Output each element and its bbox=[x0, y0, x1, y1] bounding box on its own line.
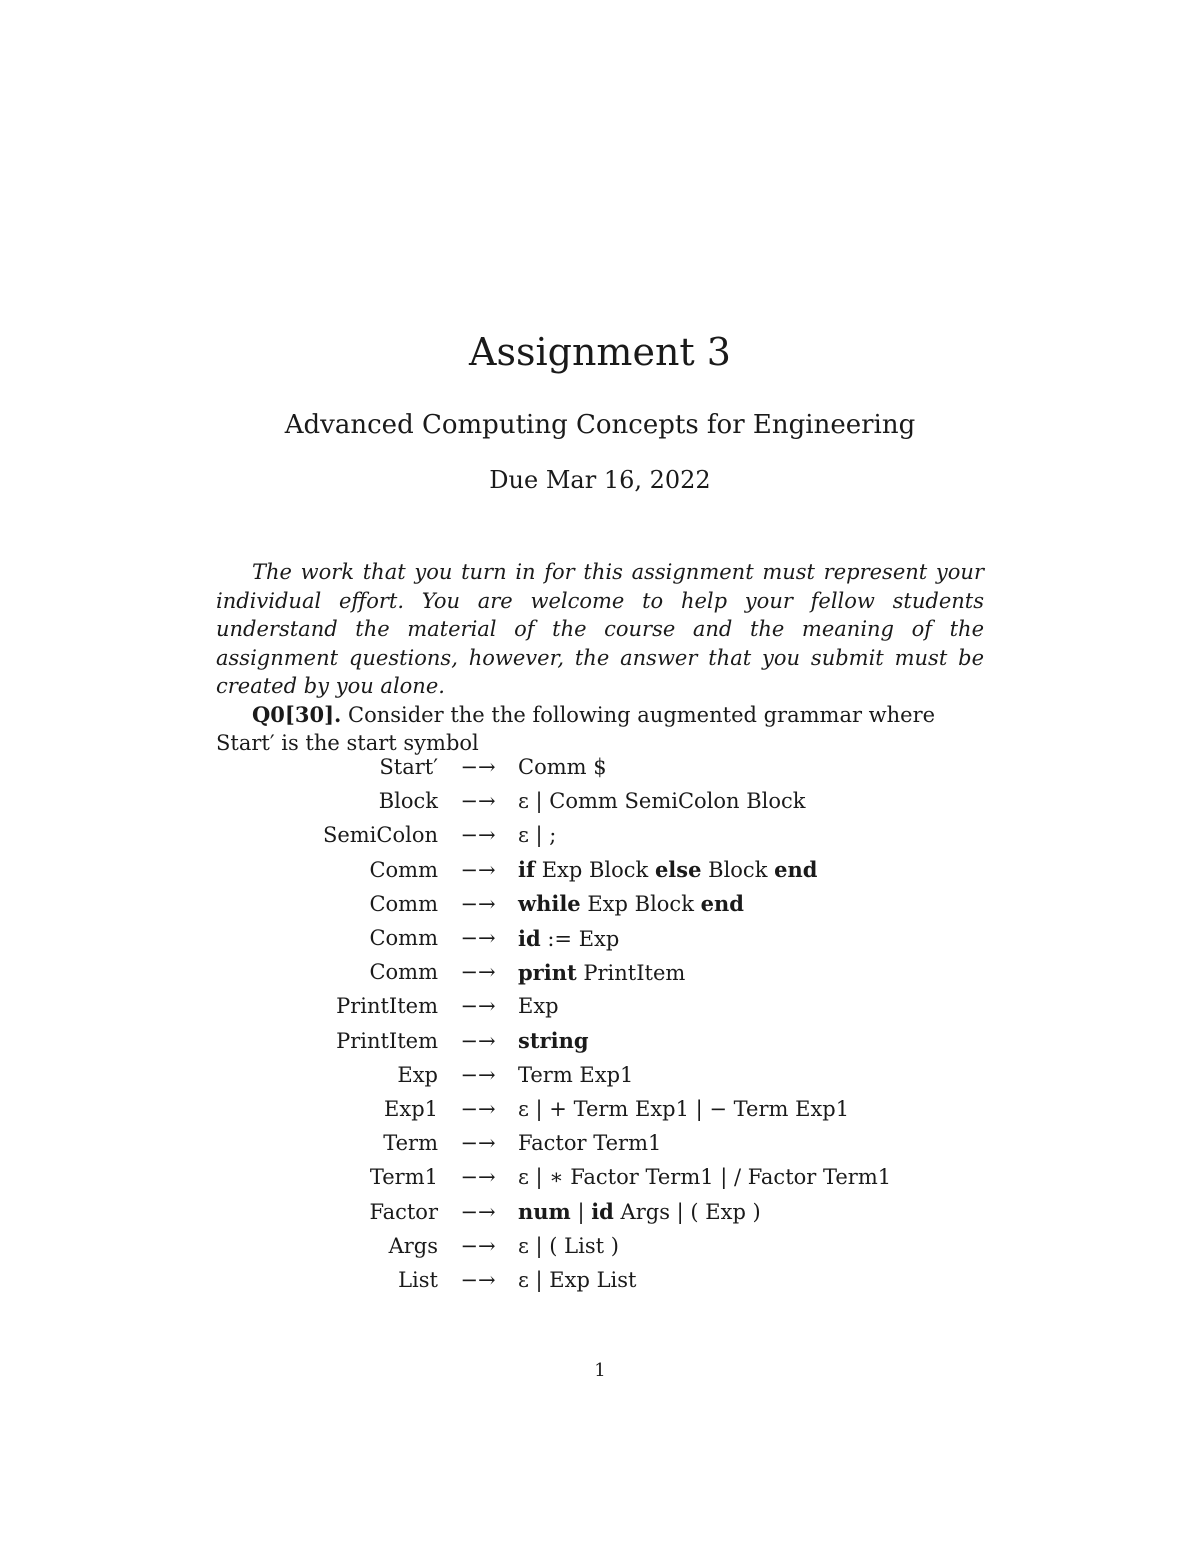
rhs-text: Comm $ bbox=[518, 755, 607, 780]
rhs-keyword: string bbox=[518, 1028, 589, 1054]
grammar-rule bbox=[300, 887, 891, 921]
rule-rhs bbox=[518, 1263, 891, 1297]
rule-arrow: −→ bbox=[460, 960, 496, 985]
rule-rhs bbox=[518, 1024, 891, 1058]
rule-rhs bbox=[518, 1058, 891, 1092]
grammar-rule bbox=[300, 1024, 891, 1058]
rule-rhs bbox=[518, 955, 891, 989]
rule-lhs: SemiColon bbox=[322, 823, 438, 848]
rule-arrow: −→ bbox=[460, 857, 496, 882]
rhs-text: Block bbox=[701, 858, 775, 883]
grammar-rule bbox=[300, 989, 891, 1023]
rhs-text: Exp bbox=[518, 994, 559, 1019]
rule-lhs: Start′ bbox=[379, 755, 438, 780]
rhs-text: Exp Block bbox=[535, 858, 655, 883]
rhs-text: ε | ( List ) bbox=[518, 1233, 619, 1258]
question-label: Q0[30]. bbox=[252, 701, 342, 727]
rhs-keyword: end bbox=[700, 891, 744, 917]
rhs-text: ε | Exp List bbox=[518, 1267, 637, 1292]
rule-rhs bbox=[518, 853, 891, 887]
question-text: Consider the the following augmented grammar where Start′ is the start symbol bbox=[216, 702, 936, 755]
rhs-keyword: id bbox=[518, 925, 541, 951]
grammar-rule bbox=[300, 1263, 891, 1297]
rhs-text: Args | ( Exp ) bbox=[613, 1200, 761, 1225]
grammar-rule bbox=[300, 784, 891, 818]
grammar-rule bbox=[300, 921, 891, 955]
rule-lhs: Term bbox=[383, 1131, 438, 1156]
grammar-rule bbox=[300, 955, 891, 989]
rhs-keyword: num bbox=[518, 1199, 571, 1225]
grammar-rule bbox=[300, 1160, 891, 1194]
rhs-keyword: id bbox=[591, 1199, 614, 1225]
rule-arrow: −→ bbox=[460, 1131, 496, 1156]
rule-lhs: Comm bbox=[369, 891, 438, 916]
rule-arrow: −→ bbox=[460, 926, 496, 951]
grammar-rule bbox=[300, 1126, 891, 1160]
rule-arrow: −→ bbox=[460, 755, 496, 780]
rule-arrow: −→ bbox=[460, 789, 496, 814]
grammar-rule bbox=[300, 750, 891, 784]
rhs-text: Exp Block bbox=[580, 892, 701, 917]
rule-arrow: −→ bbox=[460, 1267, 496, 1292]
rule-lhs: Factor bbox=[369, 1199, 438, 1224]
rule-arrow: −→ bbox=[460, 891, 496, 916]
rhs-text: Term Exp1 bbox=[518, 1062, 634, 1087]
rule-rhs bbox=[518, 1229, 891, 1263]
rule-lhs: Term1 bbox=[369, 1165, 438, 1190]
due-date: Due Mar 16, 2022 bbox=[489, 466, 711, 494]
rule-arrow: −→ bbox=[460, 1096, 496, 1121]
rhs-keyword: end bbox=[774, 857, 818, 883]
grammar-rule bbox=[300, 1092, 891, 1126]
rule-rhs bbox=[518, 750, 891, 784]
rhs-text: ε | Comm SemiColon Block bbox=[518, 789, 806, 814]
rule-lhs: Args bbox=[388, 1233, 438, 1258]
grammar-rule bbox=[300, 1229, 891, 1263]
rule-arrow: −→ bbox=[460, 1062, 496, 1087]
rule-arrow: −→ bbox=[460, 1028, 496, 1053]
rule-lhs: Exp1 bbox=[384, 1096, 438, 1121]
rule-lhs: Comm bbox=[369, 857, 438, 882]
grammar-rule bbox=[300, 1058, 891, 1092]
rhs-text: ε | ; bbox=[518, 823, 557, 848]
rhs-text: ε | ∗ Factor Term1 | / Factor Term1 bbox=[518, 1165, 892, 1190]
rule-lhs: PrintItem bbox=[336, 1028, 438, 1053]
rule-rhs bbox=[518, 921, 891, 955]
grammar-rules bbox=[300, 750, 891, 1297]
rule-rhs bbox=[518, 887, 891, 921]
rule-lhs: Comm bbox=[369, 926, 438, 951]
rule-lhs: PrintItem bbox=[336, 994, 438, 1019]
rhs-text: | bbox=[570, 1200, 592, 1225]
body-text bbox=[216, 558, 984, 758]
rule-arrow: −→ bbox=[460, 1199, 496, 1224]
rule-arrow: −→ bbox=[460, 994, 496, 1019]
rhs-text: := Exp bbox=[540, 926, 620, 951]
grammar-rule bbox=[300, 1194, 891, 1228]
page-number: 1 bbox=[594, 1360, 606, 1381]
rule-rhs bbox=[518, 818, 891, 852]
grammar-rule bbox=[300, 818, 891, 852]
rule-lhs: List bbox=[398, 1267, 438, 1292]
rule-arrow: −→ bbox=[460, 1165, 496, 1190]
rhs-text: ε | + Term Exp1 | − Term Exp1 bbox=[518, 1096, 850, 1121]
rhs-text: PrintItem bbox=[576, 960, 686, 985]
rule-arrow: −→ bbox=[460, 823, 496, 848]
rhs-keyword: print bbox=[518, 959, 577, 985]
rule-lhs: Exp bbox=[397, 1062, 438, 1087]
rule-lhs: Comm bbox=[369, 960, 438, 985]
grammar-rule bbox=[300, 853, 891, 887]
rule-rhs bbox=[518, 1126, 891, 1160]
rule-rhs bbox=[518, 1194, 891, 1228]
rhs-text: Factor Term1 bbox=[518, 1131, 662, 1156]
rhs-keyword: while bbox=[518, 891, 581, 917]
rule-arrow: −→ bbox=[460, 1233, 496, 1258]
rule-lhs: Block bbox=[378, 789, 438, 814]
rhs-keyword: if bbox=[518, 857, 536, 883]
rule-rhs bbox=[518, 1092, 891, 1126]
rule-rhs bbox=[518, 1160, 891, 1194]
rhs-keyword: else bbox=[654, 857, 702, 883]
page-title: Assignment 3 bbox=[469, 330, 731, 374]
rule-rhs bbox=[518, 784, 891, 818]
course-subtitle: Advanced Computing Concepts for Engineering bbox=[284, 410, 916, 440]
grammar-table bbox=[300, 750, 891, 1297]
rule-rhs bbox=[518, 989, 891, 1023]
integrity-statement: The work that you turn in for this assignment must represent your individual effort. You are welcome to help your fellow students understand the material of the course and the meaning of the assignment questions, however, the answer that you submit must be created by you alone. bbox=[216, 560, 984, 698]
question-paragraph bbox=[216, 701, 984, 758]
